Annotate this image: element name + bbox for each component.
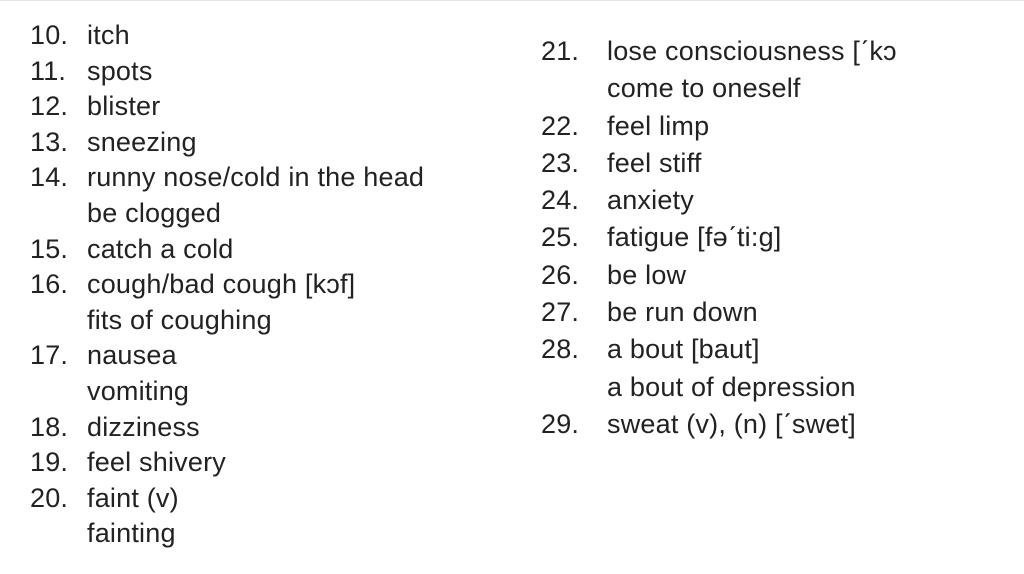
- item-text: be low: [607, 259, 687, 290]
- item-text: itch: [87, 20, 130, 50]
- item-text: cough/bad cough [kɔf]: [87, 269, 356, 300]
- item-number: 27.: [541, 297, 580, 328]
- item-number: 18.: [30, 411, 69, 442]
- item-number: 23.: [541, 147, 580, 178]
- item-number: 25.: [541, 222, 580, 253]
- item-text: be run down: [607, 297, 758, 328]
- item-number: 17.: [30, 340, 69, 371]
- item-number: 12.: [30, 91, 69, 122]
- item-number: 22.: [541, 110, 580, 141]
- item-number: 20.: [30, 482, 69, 513]
- item-text: a bout of depression: [607, 371, 856, 402]
- item-number: 19.: [30, 447, 69, 478]
- item-text: feel limp: [607, 110, 710, 141]
- item-text: feel stiff: [607, 147, 702, 178]
- item-text: nausea: [87, 340, 177, 371]
- item-number: 15.: [30, 233, 69, 264]
- item-number: 16.: [30, 269, 69, 300]
- item-number: 10.: [30, 20, 69, 50]
- item-text: spots: [87, 55, 153, 86]
- item-number: 29.: [541, 408, 580, 439]
- item-text: lose consciousness [ˊkɔ: [607, 36, 897, 66]
- item-text: blister: [87, 91, 161, 122]
- item-text: fatigue [fəˊti:g]: [607, 222, 782, 253]
- item-text: come to oneself: [607, 73, 801, 104]
- item-number: 13.: [30, 126, 69, 157]
- item-number: 11.: [30, 55, 67, 86]
- item-text: dizziness: [87, 411, 200, 442]
- item-text: fainting: [87, 518, 176, 549]
- item-text: feel shivery: [87, 447, 226, 478]
- item-number: 21.: [541, 36, 580, 66]
- item-number: 24.: [541, 185, 580, 216]
- item-number: 14.: [30, 162, 69, 193]
- item-text: sneezing: [87, 126, 197, 157]
- item-text: be clogged: [87, 197, 222, 228]
- item-text: vomiting: [87, 375, 190, 406]
- item-text: sweat (v), (n) [ˊswet]: [607, 408, 856, 439]
- item-text: anxiety: [607, 185, 694, 216]
- item-text: a bout [baut]: [607, 334, 760, 365]
- item-text: fits of coughing: [87, 304, 272, 335]
- top-border: [0, 0, 1024, 1]
- item-number: 28.: [541, 334, 580, 365]
- item-number: 26.: [541, 259, 580, 290]
- item-text: faint (v): [87, 482, 179, 513]
- item-text: catch a cold: [87, 233, 234, 264]
- item-text: runny nose/cold in the head: [87, 162, 425, 193]
